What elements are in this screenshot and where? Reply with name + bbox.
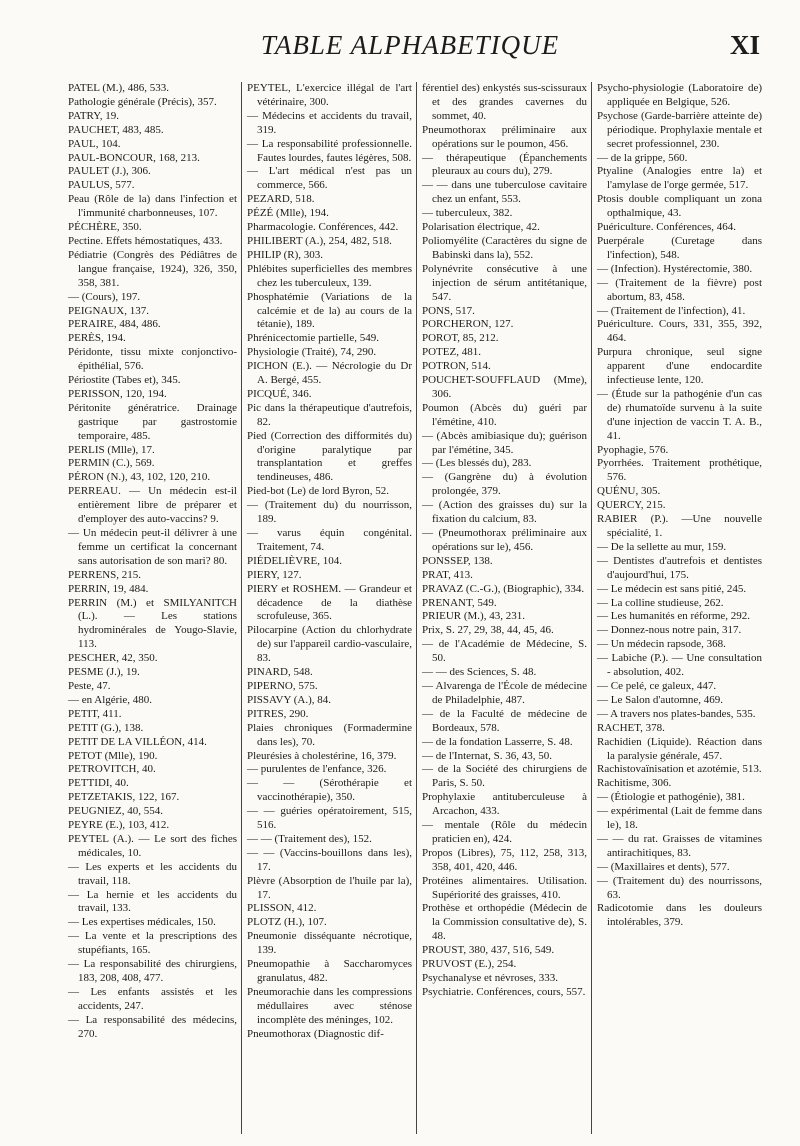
index-entry: Phrénicectomie partielle, 549.: [247, 332, 379, 345]
index-entry: — Le Salon d'automne, 469.: [597, 693, 724, 706]
index-entry: Pédiatrie (Congrès des Pédiâtres de langue française, 1924), 326, 350, 358, 381.: [68, 248, 237, 289]
index-entry: Pyophagie, 576.: [597, 443, 669, 456]
index-entry: férentiel des) enkystés sus-scissuraux et des grandes cavernes du sommet, 40.: [422, 82, 587, 122]
index-entry: Péridonte, tissu mixte conjonctivo-épithélial, 576.: [68, 346, 237, 373]
index-entry: PHILIBERT (A.), 254, 482, 518.: [247, 234, 392, 247]
index-entry: Péritonite génératrice. Drainage gastrique par gastrostomie temporaire, 485.: [68, 401, 237, 442]
index-entry: Psychiatrie. Conférences, cours, 557.: [422, 985, 586, 998]
index-entry: Plèvre (Absorption de l'huile par la), 17.: [247, 874, 412, 901]
index-entry: PÉZÉ (Mlle), 194.: [247, 207, 329, 220]
index-entry: PEYTEL, L'exercice illégal de l'art vétérinaire, 300.: [247, 82, 412, 108]
index-entry: — La responsabilité professionnelle. Fautes lourdes, fautes légères, 508.: [247, 137, 412, 164]
index-entry: PÉCHÈRE, 350.: [68, 221, 142, 234]
index-entry: PIPERNO, 575.: [247, 679, 318, 692]
index-entry: — Un médecin peut-il délivrer à une femme un certificat la concernant sans autorisation de son mari? 80.: [68, 527, 237, 567]
index-entry: Pied-bot (Le) de lord Byron, 52.: [247, 485, 390, 498]
index-entry: — (Traitement du) des nourrissons, 63.: [597, 874, 762, 901]
index-entry: PHILIP (R), 303.: [247, 248, 323, 261]
index-entry: — de la Faculté de médecine de Bordeaux, 578.: [422, 707, 587, 734]
index-entry: PRAT, 413.: [422, 568, 473, 581]
index-entry: PEYRE (E.), 103, 412.: [68, 819, 170, 832]
index-entry: — thérapeutique (Épanchements pleuraux au cours du), 279.: [422, 151, 587, 178]
index-entry: POTRON, 514.: [422, 360, 491, 373]
index-entry: POROT, 85, 212.: [422, 332, 499, 345]
index-entry: — — dans une tuberculose cavitaire chez un enfant, 553.: [422, 179, 587, 206]
index-entry: RABIER (P.). —Une nouvelle spécialité, 1.: [597, 513, 762, 539]
index-entry: PERISSON, 120, 194.: [68, 387, 167, 400]
index-entry: Pic dans la thérapeutique d'autrefois, 82.: [247, 401, 412, 428]
index-entry: Ptosis double compliquant un zona opthalmique, 43.: [597, 193, 762, 220]
index-entry: PIERY, 127.: [247, 568, 302, 581]
index-entry: PICHON (E.). — Nécrologie du Dr A. Bergé, 455.: [247, 360, 412, 387]
index-entry: PETROVITCH, 40.: [68, 763, 156, 776]
index-entry: PETTIDI, 40.: [68, 777, 129, 790]
index-entry: — De la sellette au mur, 159.: [597, 540, 727, 553]
index-entry: — L'art médical n'est pas un commerce, 566.: [247, 165, 412, 192]
index-entry: — (Pneumothorax préliminaire aux opérations sur le), 456.: [422, 527, 587, 553]
index-entry: Plaies chroniques (Formadermine dans les), 70.: [247, 721, 412, 748]
index-entry: — purulentes de l'enfance, 326.: [247, 763, 387, 776]
index-entry: — (Maxillaires et dents), 577.: [597, 860, 730, 873]
index-entry: Périostite (Tabes et), 345.: [68, 374, 181, 387]
index-entry: Prophylaxie antituberculeuse à Arcachon, 433.: [422, 791, 587, 818]
index-entry: PAULET (J.), 306.: [68, 165, 151, 178]
index-entry: PISSAVY (A.), 84.: [247, 693, 332, 706]
index-entry: PESME (J.), 19.: [68, 666, 140, 679]
index-entry: Peau (Rôle de la) dans l'infection et l'immunité charbonneuses, 107.: [68, 193, 237, 220]
index-entry: PEZARD, 518.: [247, 193, 315, 206]
index-entry: Psychose (Garde-barrière atteinte de) périodique. Prophylaxie mentale et secret professionnel, 230.: [597, 109, 762, 150]
index-entry: Propos (Libres), 75, 112, 258, 313, 358, 401, 420, 446.: [422, 846, 587, 873]
index-entry: Pharmacologie. Conférences, 442.: [247, 221, 399, 234]
index-entry: PESCHER, 42, 350.: [68, 652, 158, 665]
index-entry: PRIEUR (M.), 43, 231.: [422, 610, 525, 623]
index-entry: — Les expertises médicales, 150.: [68, 916, 216, 929]
index-entry: — (Les blessés du), 283.: [422, 457, 532, 470]
index-column-1: [66, 82, 241, 1134]
index-entry: PORCHERON, 127.: [422, 318, 514, 331]
index-entry: RACHET, 378.: [597, 721, 665, 734]
index-entry: PETIT (G.), 138.: [68, 721, 144, 734]
index-entry: PROUST, 380, 437, 516, 549.: [422, 944, 555, 957]
index-entry: PERAIRE, 484, 486.: [68, 318, 161, 331]
index-entry: — (Cours), 197.: [68, 290, 141, 303]
index-entry: QUÉNU, 305.: [597, 485, 661, 498]
index-entry: — de l'Académie de Médecine, S. 50.: [422, 638, 587, 665]
index-entry: Pectine. Effets hémostatiques, 433.: [68, 234, 223, 247]
index-entry: PEIGNAUX, 137.: [68, 304, 149, 317]
index-entry: — expérimental (Lait de femme dans le), 18.: [597, 805, 762, 832]
index-entry: — (Abcès amibiasique du); guérison par l'émétine, 345.: [422, 429, 587, 456]
index-entry: — varus équin congénital. Traitement, 74.: [247, 527, 412, 553]
index-entry: — La responsabilité des médecins, 270.: [68, 1013, 237, 1040]
index-entry: Puerpérale (Curetage dans l'infection), 548.: [597, 234, 762, 261]
index-entry: — de l'Internat, S. 36, 43, 50.: [422, 749, 552, 762]
index-entry: PERRIN, 19, 484.: [68, 582, 149, 595]
index-entry: — — du rat. Graisses de vitamines antirachitiques, 83.: [597, 832, 762, 859]
index-entry: Pneumonie disséquante nécrotique, 139.: [247, 930, 412, 957]
index-entry: PÉRON (N.), 43, 102, 120, 210.: [68, 471, 211, 484]
index-entry: PITRES, 290.: [247, 707, 309, 720]
index-entry: Rachistovaïnisation et azotémie, 513.: [597, 763, 762, 776]
index-entry: PETZETAKIS, 122, 167.: [68, 791, 180, 804]
index-entry: Physiologie (Traité), 74, 290.: [247, 346, 377, 359]
index-entry: Phosphatémie (Variations de la calcémie et de la) au cours de la tétanie), 189.: [247, 290, 412, 331]
index-entry: PONS, 517.: [422, 304, 475, 317]
index-entry: Ptyaline (Analogies entre la) et l'amylase de l'orge germée, 517.: [597, 165, 762, 192]
index-entry: — Labiche (P.). — Une consultation - absolution, 402.: [597, 652, 762, 679]
index-entry: PAUL-BONCOUR, 168, 213.: [68, 151, 200, 164]
index-entry: POUCHET-SOUFFLAUD (Mme), 306.: [422, 374, 587, 400]
index-column-3: [416, 82, 591, 1134]
page-number: XI: [729, 30, 760, 60]
index-entry: — La colline studieuse, 262.: [597, 596, 724, 609]
index-entry: QUERCY, 215.: [597, 499, 666, 512]
index-entry: — Le médecin est sans pitié, 245.: [597, 582, 747, 595]
index-entry: — Ce pelé, ce galeux, 447.: [597, 679, 717, 692]
index-entry: — — (Vaccins-bouillons dans les), 17.: [247, 846, 412, 873]
index-entry: Phlébites superficielles des membres chez les tuberculeux, 139.: [247, 262, 412, 289]
index-entry: PAUCHET, 483, 485.: [68, 123, 164, 136]
index-entry: PRUVOST (E.), 254.: [422, 958, 517, 971]
index-entry: Puériculture. Conférences, 464.: [597, 221, 736, 234]
index-entry: — — (Sérothérapie et vaccinothérapie), 350.: [247, 777, 412, 804]
index-column-2: [241, 82, 416, 1134]
index-entry: — — guéries opératoirement, 515, 516.: [247, 805, 412, 832]
index-entry: PATRY, 19.: [68, 109, 120, 122]
index-entry: Rachidien (Liquide). Réaction dans la paralysie générale, 457.: [597, 735, 762, 762]
index-entry: Rachitisme, 306.: [597, 777, 672, 790]
index-entry: PETIT DE LA VILLÉON, 414.: [68, 735, 207, 748]
index-entry: Pneumothorax (Diagnostic dif-: [247, 1027, 384, 1040]
index-entry: Pathologie générale (Précis), 357.: [68, 95, 217, 108]
index-entry: — de la Société des chirurgiens de Paris, S. 50.: [422, 763, 587, 790]
index-entry: — mentale (Rôle du médecin praticien en), 424.: [422, 819, 587, 845]
index-entry: Pilocarpine (Action du chlorhydrate de) sur l'appareil cardio-vasculaire, 83.: [247, 624, 412, 665]
index-entry: — (Traitement de l'infection), 41.: [597, 304, 746, 317]
index-entry: Pleurésies à cholestérine, 16, 379.: [247, 749, 397, 762]
index-entry: Puériculture. Cours, 331, 355, 392, 464.: [597, 318, 762, 345]
index-entry: PIÉDELIÈVRE, 104.: [247, 554, 343, 567]
index-entry: — — des Sciences, S. 48.: [422, 666, 537, 679]
index-entry: — (Étiologie et pathogénie), 381.: [597, 791, 745, 804]
index-entry: Prix, S. 27, 29, 38, 44, 45, 46.: [422, 624, 554, 637]
index-entry: Pneumothorax préliminaire aux opérations sur le poumon, 456.: [422, 123, 587, 150]
index-entry: Prothèse et orthopédie (Médecin de la Commission consultative de), S. 48.: [422, 902, 587, 943]
index-entry: PAUL, 104.: [68, 137, 121, 150]
index-entry: PERRIN (M.) et SMILYANITCH (L.). — Les stations hydrominérales de Yougo-Slavie, 113.: [68, 596, 237, 651]
index-entry: — en Algérie, 480.: [68, 693, 153, 706]
index-entry: — de la grippe, 560.: [597, 151, 688, 164]
index-entry: — La responsabilité des chirurgiens, 183, 208, 408, 477.: [68, 958, 237, 984]
index-entry: PONSSEP, 138.: [422, 554, 493, 567]
index-columns: [66, 82, 766, 1134]
index-entry: PETIT, 411.: [68, 707, 122, 720]
index-entry: PERMIN (C.), 569.: [68, 457, 155, 470]
index-entry: — Un médecin rapsode, 368.: [597, 638, 726, 651]
index-entry: Purpura chronique, seul signe apparent d'une endocardite infectieuse lente, 120.: [597, 346, 762, 387]
index-entry: Pneumorachie dans les compressions médullaires avec sténose incomplète des méninges, 102.: [247, 985, 412, 1026]
index-entry: Poliomyélite (Caractères du signe de Babinski dans la), 552.: [422, 234, 587, 261]
index-entry: Psycho-physiologie (Laboratoire de) appliquée en Belgique, 526.: [597, 82, 762, 108]
index-entry: PETOT (Mlle), 190.: [68, 749, 158, 762]
index-entry: — La vente et la prescriptions des stupéfiants, 165.: [68, 930, 237, 957]
index-entry: Polynévrite consécutive à une injection de sérum antitétanique, 547.: [422, 262, 587, 303]
index-entry: — (Gangrène du) à évolution prolongée, 379.: [422, 471, 587, 498]
index-entry: PATEL (M.), 486, 533.: [68, 82, 169, 94]
index-entry: — Les enfants assistés et les accidents, 247.: [68, 985, 237, 1012]
index-entry: Peste, 47.: [68, 679, 111, 692]
index-entry: — Médecins et accidents du travail, 319.: [247, 109, 412, 136]
index-entry: — La hernie et les accidents du travail, 133.: [68, 888, 237, 915]
index-entry: — (Traitement de la fièvre) post abortum, 83, 458.: [597, 276, 762, 303]
index-entry: — A travers nos plates-bandes, 535.: [597, 707, 756, 720]
index-entry: PICQUÉ, 346.: [247, 387, 312, 400]
index-entry: POTEZ, 481.: [422, 346, 481, 359]
index-entry: Poumon (Abcès du) guéri par l'émétine, 410.: [422, 401, 587, 428]
index-entry: Polarisation électrique, 42.: [422, 221, 540, 234]
index-entry: Psychanalyse et névroses, 333.: [422, 972, 558, 984]
index-entry: PERRENS, 215.: [68, 568, 142, 581]
index-column-4: [591, 82, 766, 1134]
index-entry: PERLIS (Mlle), 17.: [68, 443, 155, 456]
index-entry: Pneumopathie à Saccharomyces granulatus, 482.: [247, 958, 412, 984]
index-entry: — (Action des graisses du) sur la fixation du calcium, 83.: [422, 499, 587, 526]
page-title: TABLE ALPHABETIQUE: [260, 30, 560, 60]
index-entry: PERREAU. — Un médecin est-il entièrement libre de préparer et d'employer des auto-vaccins? 9.: [68, 485, 237, 526]
index-entry: — — (Traitement des), 152.: [247, 832, 372, 845]
page-header: [60, 30, 760, 70]
index-entry: Pyorrhées. Traitement prothétique, 576.: [597, 457, 762, 484]
index-entry: PIERY et ROSHEM. — Grandeur et décadence de la diathèse scrofuleuse, 365.: [247, 582, 412, 623]
index-entry: — Donnez-nous notre pain, 317.: [597, 624, 742, 637]
index-entry: — (Infection). Hystérectomie, 380.: [597, 262, 753, 275]
index-entry: PEUGNIEZ, 40, 554.: [68, 805, 164, 818]
index-entry: — (Étude sur la pathogénie d'un cas de) rhumatoïde survenu à la suite d'une injection de vaccin T. A. B., 41.: [597, 387, 762, 442]
index-entry: — tuberculeux, 382.: [422, 207, 513, 220]
index-entry: Protéines alimentaires. Utilisation. Supériorité des graisses, 410.: [422, 874, 587, 901]
index-entry: PAULUS, 577.: [68, 179, 135, 192]
index-entry: PLOTZ (H.), 107.: [247, 916, 327, 929]
index-entry: — (Traitement du) du nourrisson, 189.: [247, 499, 412, 526]
index-entry: — Les experts et les accidents du travail, 118.: [68, 860, 237, 887]
index-entry: PRENANT, 549.: [422, 596, 497, 609]
index-entry: PERÈS, 194.: [68, 332, 126, 345]
index-entry: Radicotomie dans les douleurs intolérables, 379.: [597, 902, 762, 929]
index-entry: PLISSON, 412.: [247, 902, 317, 915]
index-entry: PRAVAZ (C.-G.), (Biographic), 334.: [422, 582, 585, 595]
index-entry: PEYTEL (A.). — Le sort des fiches médicales, 10.: [68, 832, 237, 859]
index-entry: — Alvarenga de l'École de médecine de Philadelphie, 487.: [422, 679, 587, 706]
index-entry: PINARD, 548.: [247, 666, 313, 679]
index-entry: Pied (Correction des difformités du) d'origine paralytique par transplantation et greffes tendineuses, 486.: [247, 429, 412, 484]
index-entry: — de la fondation Lasserre, S. 48.: [422, 735, 573, 748]
index-entry: — Dentistes d'autrefois et dentistes d'aujourd'hui, 175.: [597, 554, 762, 581]
index-entry: — Les humanités en réforme, 292.: [597, 610, 751, 623]
